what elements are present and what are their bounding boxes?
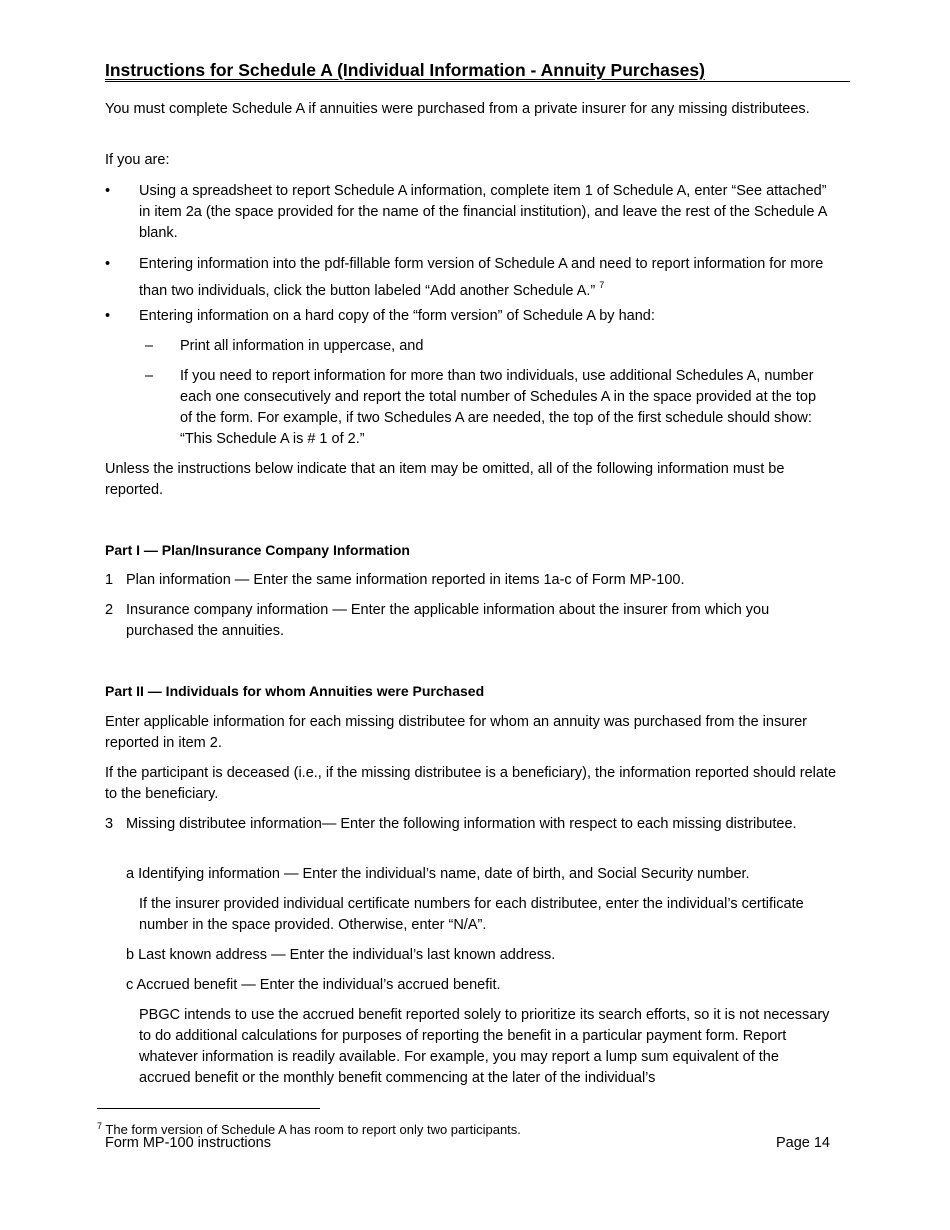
subitem-c-accrued: c Accrued benefit — Enter the individual’s accrued benefit. xyxy=(126,977,501,993)
subitem-c-note: PBGC intends to use the accrued benefit reported solely to prioritize its search efforts, so it is not necessary to do additional calculations for purposes of reporting the benefit in a particular payment form. Report whatever information is readily available. For example, you may report a lump sum equivalent of the accrued benefit or the monthly benefit commencing at the later of the individual’s xyxy=(139,1007,830,1086)
if-you-are-label: If you are: xyxy=(105,152,170,168)
part2-heading: Part II — Individuals for whom Annuities were Purchased xyxy=(105,683,485,699)
dash-uppercase: Print all information in uppercase, and xyxy=(180,338,424,354)
bullet-pdf-fillable xyxy=(139,254,839,302)
item-insurance-company: Insurance company information — Enter the applicable information about the insurer from which you purchased the annuities. xyxy=(126,602,770,639)
bullet-marker: • xyxy=(105,183,111,199)
dash-marker: – xyxy=(145,338,154,354)
footnote-marker: 7 xyxy=(97,1121,103,1131)
item-number: 1 xyxy=(105,572,114,588)
item-missing-distributee: Missing distributee information— Enter the following information with respect to each missing distributee. xyxy=(126,816,797,832)
subitem-b-address: b Last known address — Enter the individual’s last known address. xyxy=(126,947,556,963)
item-plan-information: Plan information — Enter the same information reported in items 1a-c of Form MP-100. xyxy=(126,572,685,588)
dash-marker: – xyxy=(145,368,154,384)
bullet-marker: • xyxy=(105,308,111,324)
footer-page-number: Page 14 xyxy=(775,1135,830,1151)
footnote-text: The form version of Schedule A has room to report only two participants. xyxy=(105,1122,521,1137)
subitem-a-note: If the insurer provided individual certificate numbers for each distributee, enter the individual’s certificate number in the space provided. Otherwise, enter “N/A”. xyxy=(139,896,804,933)
bullet-hard-copy: Entering information on a hard copy of the “form version” of Schedule A by hand: xyxy=(139,308,655,324)
item-number: 2 xyxy=(105,602,114,618)
part1-heading: Part I — Plan/Insurance Company Information xyxy=(105,542,410,558)
bullet-pdf-fillable-text: Entering information into the pdf-fillable form version of Schedule A and need to report information for more than two individuals, click the button labeled “Add another Schedule A.” xyxy=(139,256,824,299)
dash-additional-schedules: If you need to report information for more than two individuals, use additional Schedules A, number each one consecutively and report the total number of Schedules A in the space provided at the top of the form. For example, if two Schedules A are needed, the top of the first schedule should show: “This Schedule A is # 1 of 2.” xyxy=(180,368,817,447)
part2-paragraph-2: If the participant is deceased (i.e., if the missing distributee is a beneficiary), the information reported should relate to the beneficiary. xyxy=(105,765,837,802)
footnote-ref: 7 xyxy=(599,280,605,290)
part2-paragraph-1: Enter applicable information for each missing distributee for whom an annuity was purchased from the insurer reported in item 2. xyxy=(105,714,807,751)
page-title: Instructions for Schedule A (Individual Information - Annuity Purchases) xyxy=(105,60,705,80)
footnote-rule xyxy=(97,1108,320,1109)
item-number: 3 xyxy=(105,816,114,832)
unless-paragraph: Unless the instructions below indicate that an item may be omitted, all of the following information must be reported. xyxy=(105,461,785,498)
bullet-marker: • xyxy=(105,256,111,272)
intro-paragraph: You must complete Schedule A if annuities were purchased from a private insurer for any missing distributees. xyxy=(105,101,810,117)
title-rule xyxy=(105,81,850,82)
footer-form-name: Form MP-100 instructions xyxy=(105,1135,271,1151)
subitem-a-identifying: a Identifying information — Enter the individual’s name, date of birth, and Social Security number. xyxy=(126,866,750,882)
bullet-spreadsheet: Using a spreadsheet to report Schedule A information, complete item 1 of Schedule A, enter “See attached” in item 2a (the space provided for the name of the financial institution), and leave the rest of the Schedule A blank. xyxy=(139,183,827,241)
